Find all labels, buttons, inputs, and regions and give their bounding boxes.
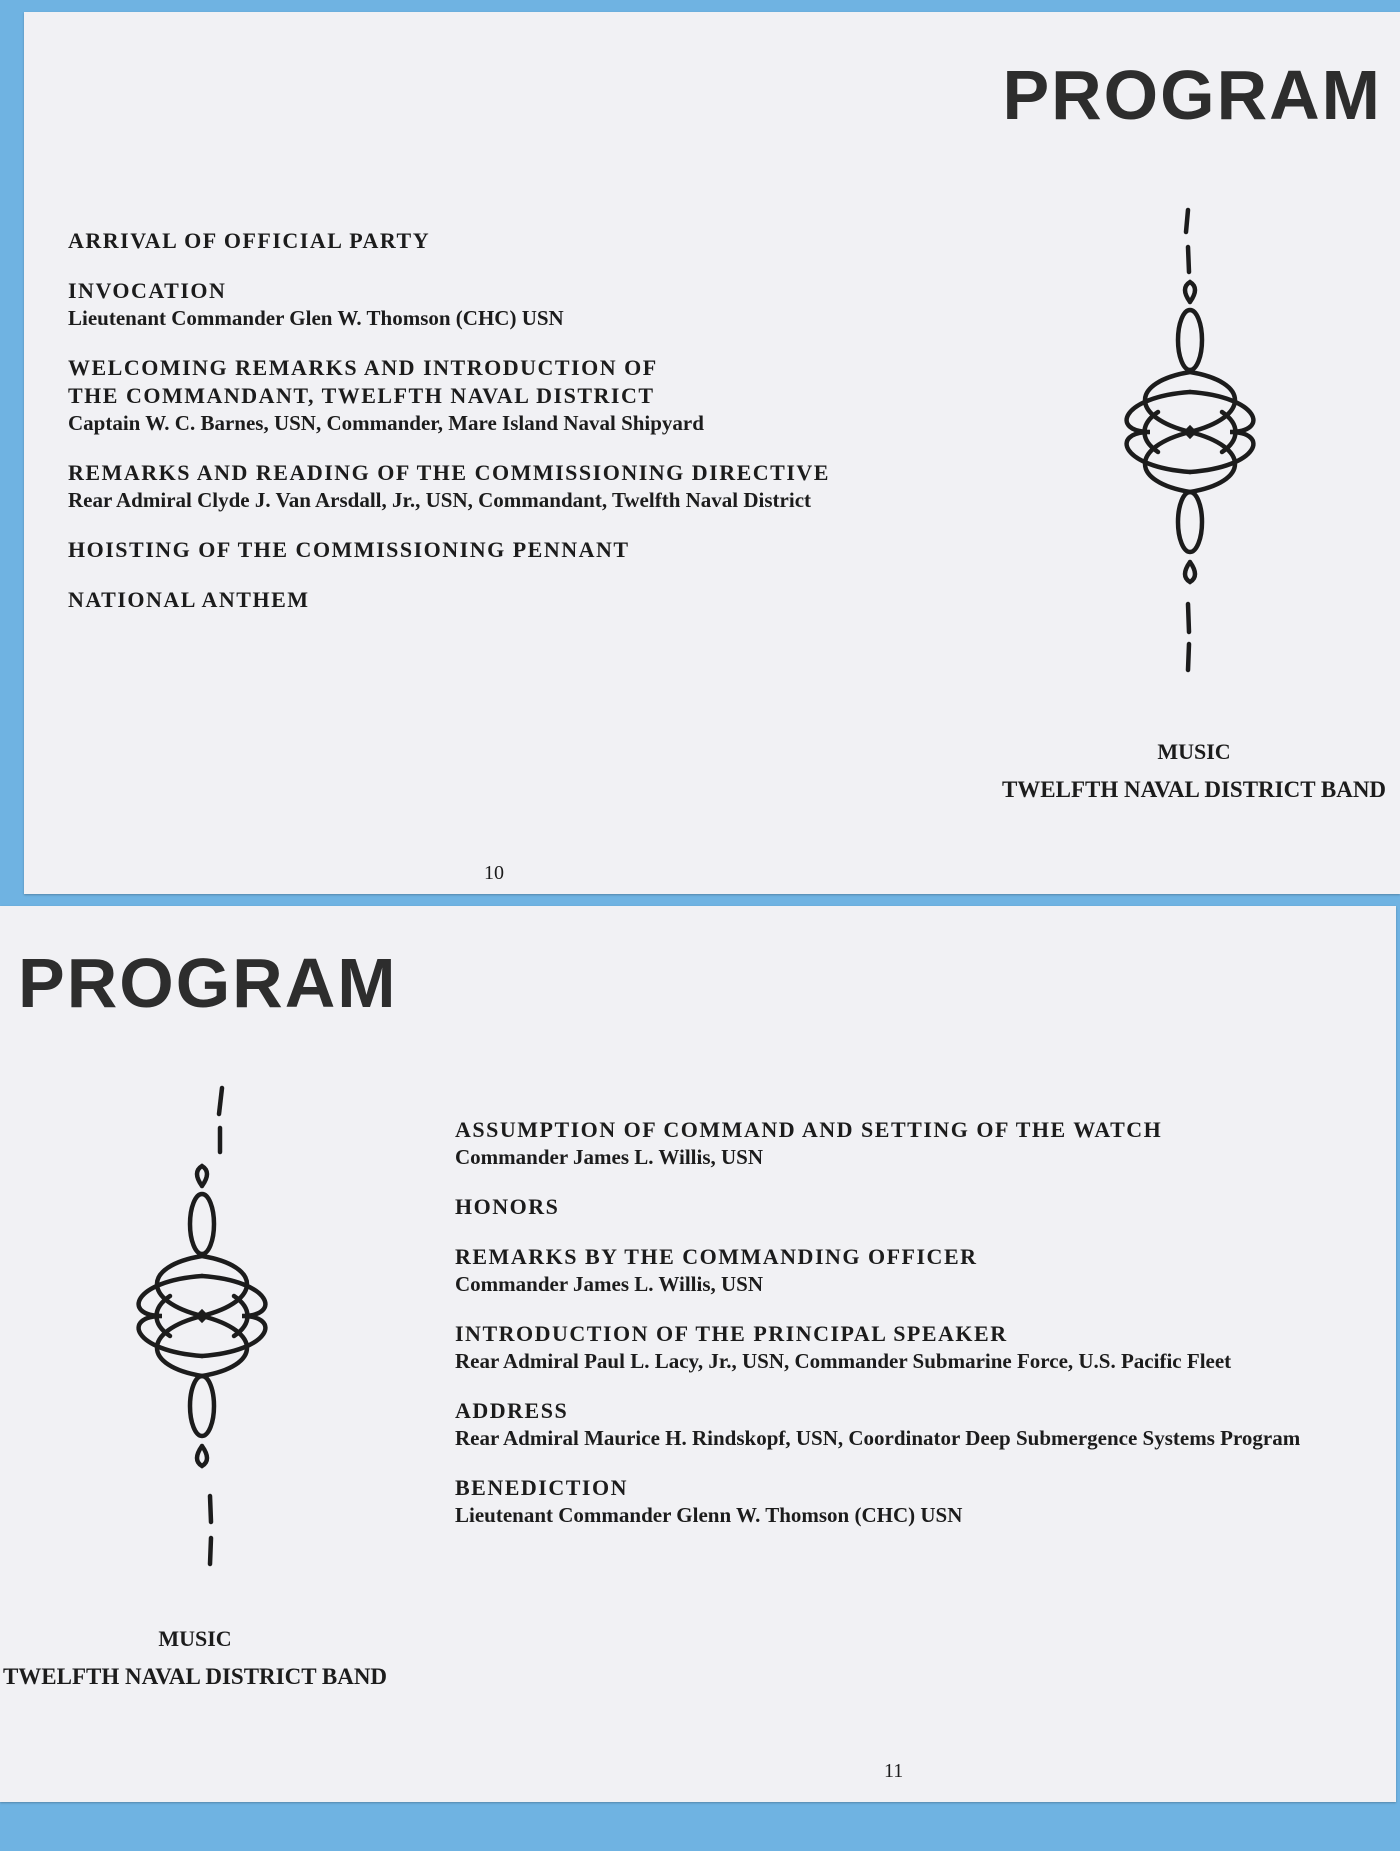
program-item-speaker: Lieutenant Commander Glenn W. Thomson (CHC) USN <box>455 1503 963 1527</box>
scroll-ornament-icon <box>1110 192 1270 702</box>
program-item <box>68 227 830 255</box>
program-item-heading: ARRIVAL OF OFFICIAL PARTY <box>68 228 431 253</box>
music-label: MUSIC <box>158 1626 232 1651</box>
program-item-heading: HONORS <box>455 1194 560 1219</box>
program-item <box>455 1397 1300 1452</box>
program-item-speaker: Captain W. C. Barnes, USN, Commander, Mare Island Naval Shipyard <box>68 411 704 435</box>
program-item <box>68 277 830 332</box>
program-list <box>68 227 830 636</box>
program-item-heading: REMARKS BY THE COMMANDING OFFICER <box>455 1244 978 1269</box>
program-item <box>68 459 830 514</box>
program-item <box>455 1243 1300 1298</box>
music-credit <box>984 737 1400 805</box>
program-item-heading: INTRODUCTION OF THE PRINCIPAL SPEAKER <box>455 1321 1008 1346</box>
program-item <box>68 536 830 564</box>
page-title: PROGRAM <box>1002 56 1382 134</box>
program-item <box>455 1193 1300 1221</box>
program-item-speaker: Lieutenant Commander Glen W. Thomson (CHC) USN <box>68 306 564 330</box>
program-page-11 <box>0 906 1396 1802</box>
music-band: TWELFTH NAVAL DISTRICT BAND <box>2 1664 388 1689</box>
program-item <box>455 1116 1300 1171</box>
program-item <box>68 586 830 614</box>
program-item-speaker: Rear Admiral Paul L. Lacy, Jr., USN, Commander Submarine Force, U.S. Pacific Fleet <box>455 1349 1232 1373</box>
program-item-heading: ADDRESS <box>455 1398 569 1423</box>
program-item-heading: WELCOMING REMARKS AND INTRODUCTION OF <box>68 355 658 380</box>
scroll-ornament-icon <box>122 1076 282 1586</box>
page-number: 11 <box>884 1760 904 1782</box>
page-title: PROGRAM <box>18 944 398 1022</box>
program-item-heading: HOISTING OF THE COMMISSIONING PENNANT <box>68 537 630 562</box>
page-number: 10 <box>484 862 504 884</box>
program-item-heading: ASSUMPTION OF COMMAND AND SETTING OF THE WATCH <box>455 1117 1163 1142</box>
music-credit <box>0 1624 390 1692</box>
program-item <box>455 1474 1300 1529</box>
program-item-heading: INVOCATION <box>68 278 227 303</box>
program-item-heading: NATIONAL ANTHEM <box>68 587 310 612</box>
music-label: MUSIC <box>1157 739 1231 764</box>
program-item-speaker: Rear Admiral Clyde J. Van Arsdall, Jr., USN, Commandant, Twelfth Naval District <box>68 488 812 512</box>
program-item-heading: REMARKS AND READING OF THE COMMISSIONING DIRECTIVE <box>68 460 830 485</box>
program-item <box>68 354 830 437</box>
music-band: TWELFTH NAVAL DISTRICT BAND <box>1001 777 1387 802</box>
program-item-speaker: Commander James L. Willis, USN <box>455 1145 764 1169</box>
program-item-speaker: Commander James L. Willis, USN <box>455 1272 764 1296</box>
program-list <box>455 1116 1300 1551</box>
program-item <box>455 1320 1300 1375</box>
program-item-speaker: Rear Admiral Maurice H. Rindskopf, USN, Coordinator Deep Submergence Systems Program <box>455 1426 1301 1450</box>
program-item-heading-line2: THE COMMANDANT, TWELFTH NAVAL DISTRICT <box>68 383 655 408</box>
program-item-heading: BENEDICTION <box>455 1475 628 1500</box>
program-page-10 <box>24 12 1400 894</box>
